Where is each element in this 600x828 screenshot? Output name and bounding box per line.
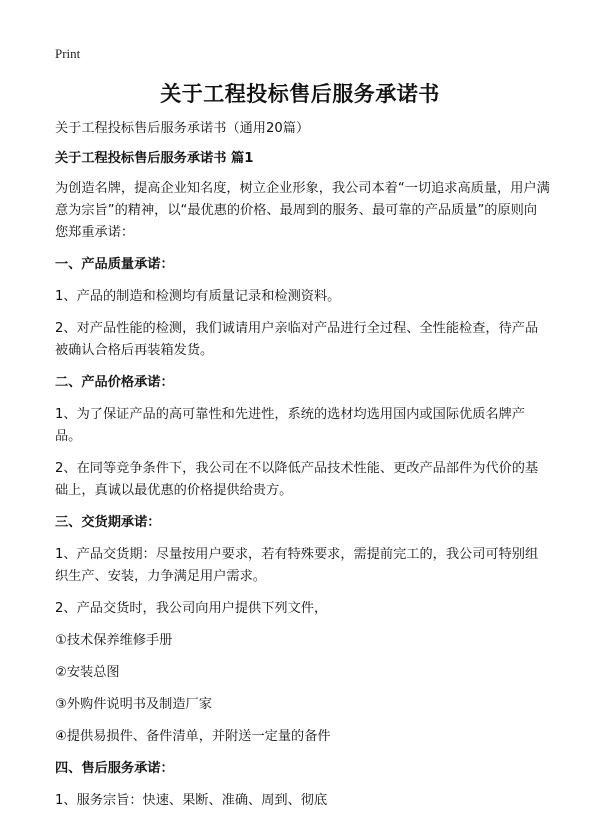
delivery-item-1: 1、产品交货期：尽量按用户要求，若有特殊要求，需提前完工的，我公司可特别组织生产、安装，力争满足用户需求。 xyxy=(55,547,539,584)
quality-heading: 一、产品质量承诺： xyxy=(55,257,174,272)
price-item-2: 2、在同等竞争条件下，我公司在不以降低产品技术性能、更改产品部件为代价的基础上，真诚以最优惠的价格提供给贵方。 xyxy=(55,461,539,498)
delivery-doc-3: ③外购件说明书及制造厂家 xyxy=(55,697,212,712)
section-heading: 关于工程投标售后服务承诺书 篇1 xyxy=(55,151,254,166)
service-heading: 四、售后服务承诺： xyxy=(55,761,174,776)
quality-item-2: 2、对产品性能的检测，我们诚请用户亲临对产品进行全过程、全性能检查，待产品被确认合格后再装箱发货。 xyxy=(55,321,539,358)
quality-item-1: 1、产品的制造和检测均有质量记录和检测资料。 xyxy=(55,289,341,304)
price-item-1: 1、为了保证产品的高可靠性和先进性，系统的选材均选用国内或国际优质名牌产品。 xyxy=(55,407,525,444)
delivery-doc-2: ②安装总图 xyxy=(55,665,120,680)
delivery-item-2: 2、产品交货时，我公司向用户提供下列文件， xyxy=(55,601,328,616)
document-title: 关于工程投标售后服务承诺书 xyxy=(160,82,440,106)
price-heading: 二、产品价格承诺： xyxy=(55,375,174,390)
delivery-heading: 三、交货期承诺： xyxy=(55,515,161,530)
service-item-1: 1、服务宗旨：快速、果断、准确、周到、彻底 xyxy=(55,793,328,808)
document-subtitle: 关于工程投标售后服务承诺书（通用20篇） xyxy=(55,121,310,136)
document-body xyxy=(55,118,550,822)
delivery-doc-4: ④提供易损件、备件清单，并附送一定量的备件 xyxy=(55,729,331,744)
delivery-doc-1: ①技术保养维修手册 xyxy=(55,633,173,648)
intro-paragraph: 为创造名牌，提高企业知名度，树立企业形象，我公司本着“一切追求高质量，用户满意为宗旨”的精神，以“最优惠的价格、最周到的服务、最可靠的产品质量”的原则向您郑重承诺： xyxy=(55,181,550,240)
print-label[interactable]: Print xyxy=(55,46,81,61)
